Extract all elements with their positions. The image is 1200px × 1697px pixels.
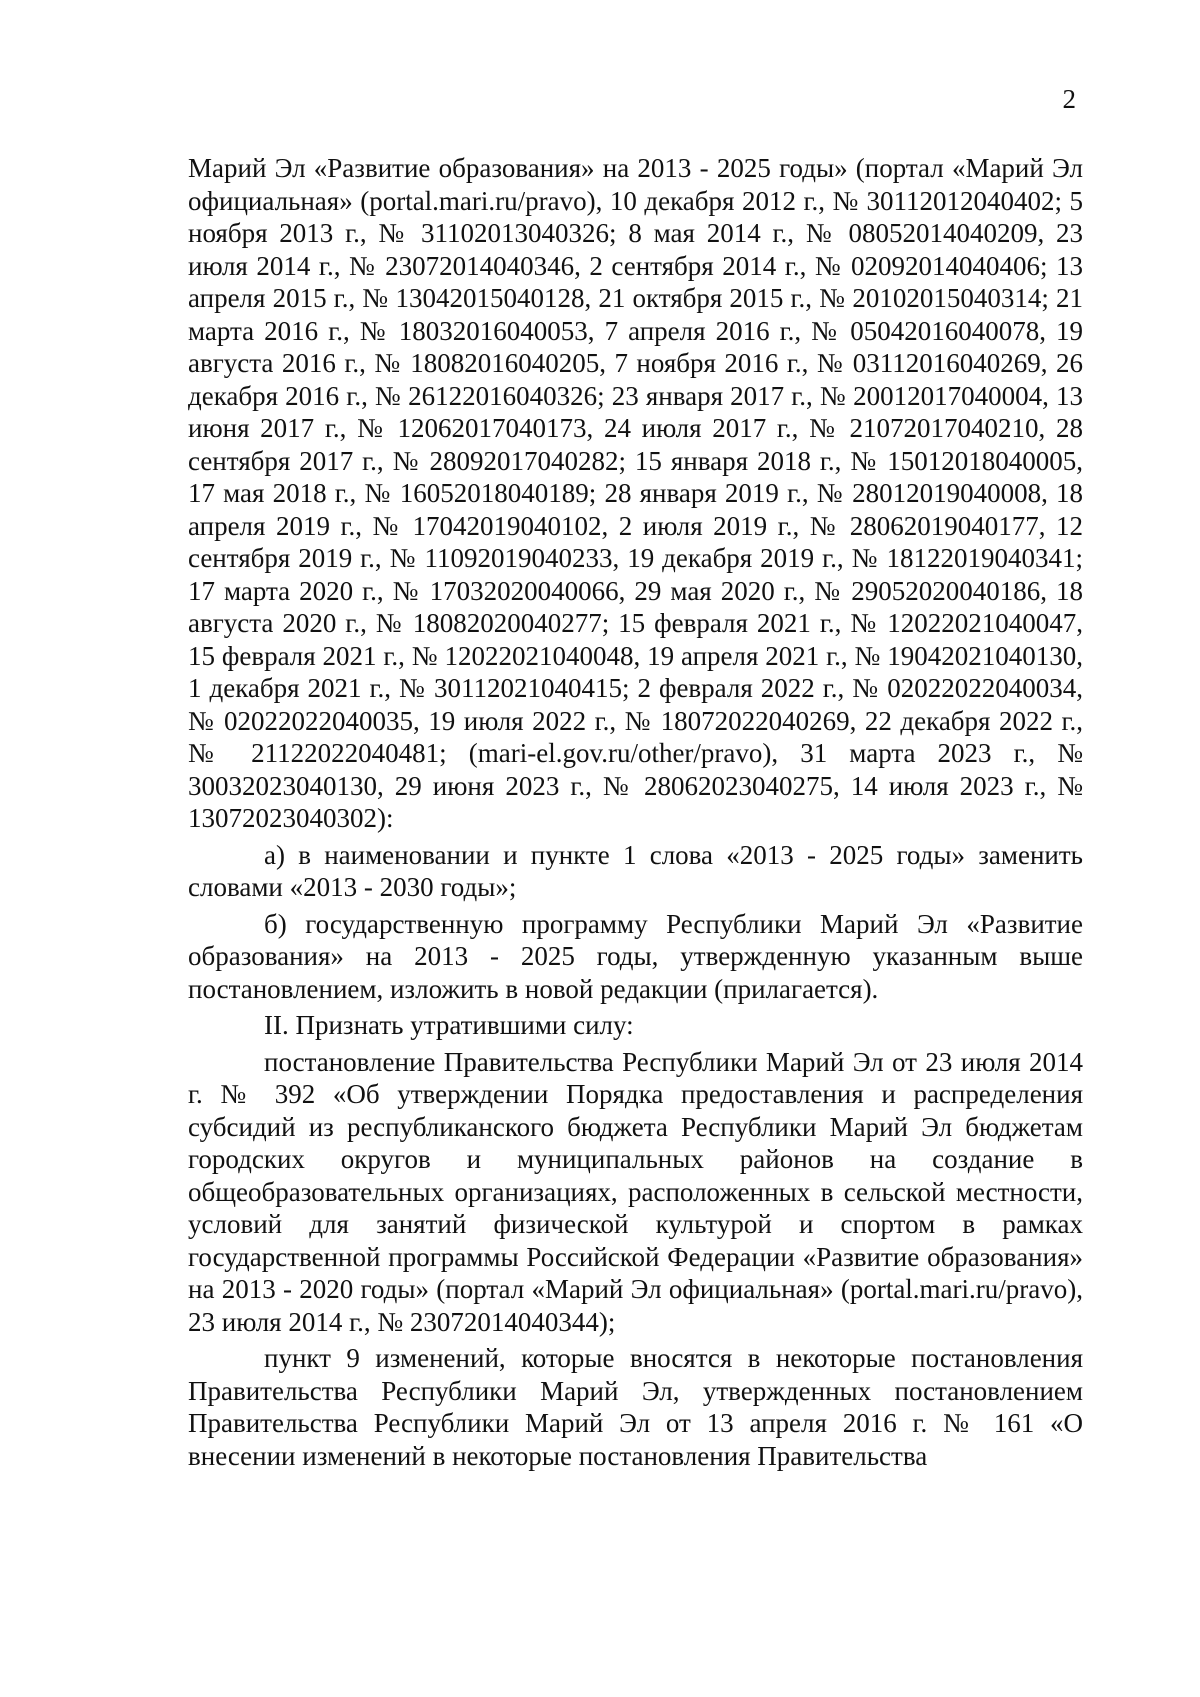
page-number: 2 [1062, 84, 1076, 114]
document-body [188, 152, 1083, 1472]
paragraph-item-b: б) государственную программу Республики Марий Эл «Развитие образования» на 2013 - 2025 годы, утвержденную указанным выше постановлением, изложить в новой редакции (прилагается). [188, 908, 1083, 1004]
paragraph-repealed-resolution: постановление Правительства Республики Марий Эл от 23 июля 2014 г. № 392 «Об утверждении Порядка предоставления и распределения субсидий из республиканского бюджета Республики Марий Эл бюджетам городских округов и муниципальных районов на создание в общеобразовательных организациях, расположенных в сельской местности, условий для занятий физической культурой и спортом в рамках государственной программы Российской Федерации «Развитие образования» на 2013 - 2020 годы» (портал «Марий Эл официальная» (portal.mari.ru/pravo), 23 июля 2014 г., № 23072014040344); [188, 1046, 1083, 1337]
paragraph-repealed-point-9: пункт 9 изменений, которые вносятся в некоторые постановления Правительства Республики Марий Эл, утвержденных постановлением Правительства Республики Марий Эл от 13 апреля 2016 г. № 161 «О внесении изменений в некоторые постановления Правительства [188, 1343, 1083, 1471]
paragraph-item-a: а) в наименовании и пункте 1 слова «2013 - 2025 годы» заменить словами «2013 - 2030 годы»; [188, 839, 1083, 902]
paragraph-section-ii-heading: II. Признать утратившими силу: [264, 1010, 634, 1040]
paragraph-legal-references: Марий Эл «Развитие образования» на 2013 - 2025 годы» (портал «Марий Эл официальная» (portal.mari.ru/pravo), 10 декабря 2012 г., № 30112012040402; 5 ноября 2013 г., № 31102013040326; 8 мая 2014 г., № 08052014040209, 23 июля 2014 г., № 23072014040346, 2 сентября 2014 г., № 02092014040406; 13 апреля 2015 г., № 13042015040128, 21 октября 2015 г., № 20102015040314; 21 марта 2016 г., № 18032016040053, 7 апреля 2016 г., № 05042016040078, 19 августа 2016 г., № 18082016040205, 7 ноября 2016 г., № 03112016040269, 26 декабря 2016 г., № 26122016040326; 23 января 2017 г., № 20012017040004, 13 июня 2017 г., № 12062017040173, 24 июля 2017 г., № 21072017040210, 28 сентября 2017 г., № 28092017040282; 15 января 2018 г., № 15012018040005, 17 мая 2018 г., № 16052018040189; 28 января 2019 г., № 28012019040008, 18 апреля 2019 г., № 17042019040102, 2 июля 2019 г., № 28062019040177, 12 сентября 2019 г., № 11092019040233, 19 декабря 2019 г., № 18122019040341; 17 марта 2020 г., № 17032020040066, 29 мая 2020 г., № 29052020040186, 18 августа 2020 г., № 18082020040277; 15 февраля 2021 г., № 12022021040047, 15 февраля 2021 г., № 12022021040048, 19 апреля 2021 г., № 19042021040130, 1 декабря 2021 г., № 30112021040415; 2 февраля 2022 г., № 02022022040034, № 02022022040035, 19 июля 2022 г., № 18072022040269, 22 декабря 2022 г., № 21122022040481; (mari-el.gov.ru/other/pravo), 31 марта 2023 г., № 30032023040130, 29 июня 2023 г., № 28062023040275, 14 июля 2023 г., № 13072023040302): [188, 153, 1083, 833]
